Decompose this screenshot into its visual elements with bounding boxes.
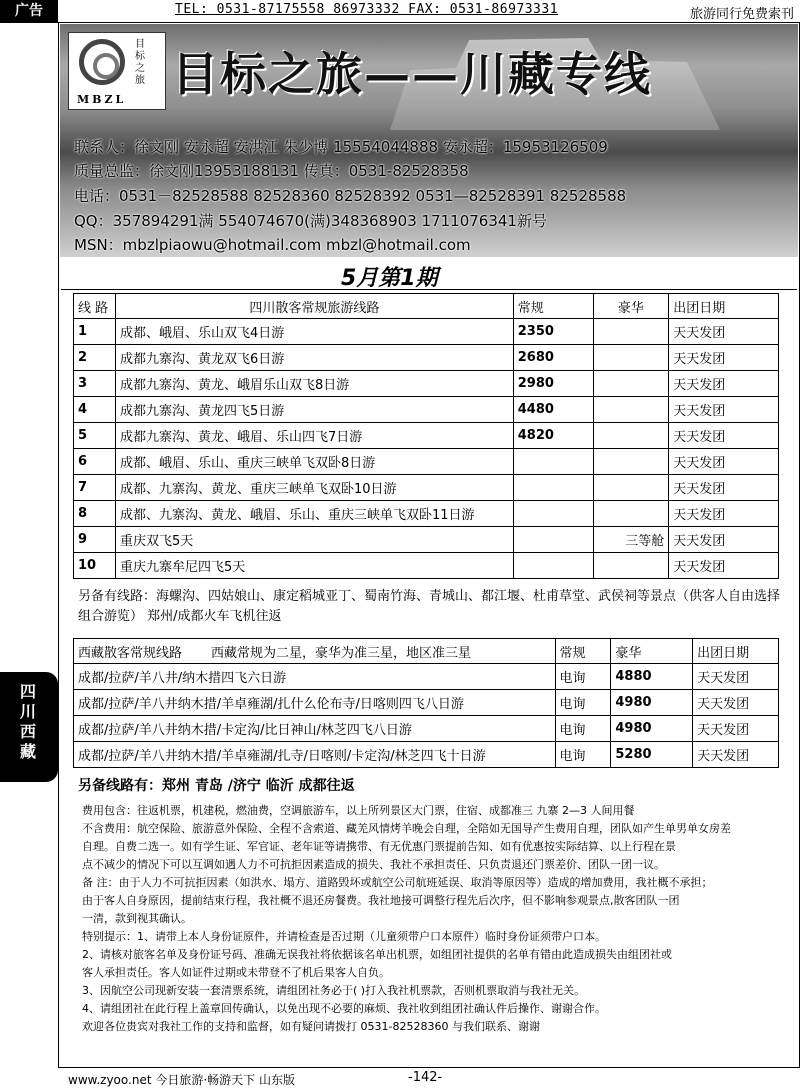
luxury-price: 三等舱 (593, 527, 669, 553)
luxury-price (593, 449, 669, 475)
col-header-tibet-routes (74, 639, 556, 664)
table-header-row (74, 639, 779, 664)
row-no: 7 (74, 475, 116, 501)
table-row (74, 553, 779, 579)
table-row (74, 423, 779, 449)
special-tip-2: 2、请核对旅客名单及身份证号码、准确无误我社将依据该名单出机票，如组团社提供的名单有错由此造成损失由组团社或 (82, 948, 672, 961)
luxury-price (593, 319, 669, 345)
special-tip-1: 特别提示：1、请带上本人身份证原件，并请检查是否过期（儿童须带户口本原件）临时身份证须带户口本。 (82, 930, 606, 943)
terms-section (82, 802, 790, 1036)
logo-vertical-text: 目标之旅 (135, 39, 145, 86)
issue-label: 5月第1期 (341, 266, 438, 291)
page-title: 目标之旅——川藏专线 (172, 47, 652, 101)
regular-price: 电询 (555, 716, 611, 742)
fee-excluded-cont: 自理。自费二选一。如有学生证、军官证、老年证等请携带、有无优惠门票提前告知、如有优惠按实际结算、以上行程在景 (82, 840, 676, 853)
route-name: 成都九寨沟、黄龙、峨眉乐山双飞8日游 (115, 371, 513, 397)
departure-date: 天天发团 (669, 397, 779, 423)
luxury-price (593, 553, 669, 579)
table-row (74, 319, 779, 345)
company-logo (68, 32, 166, 110)
table-row (74, 345, 779, 371)
table-row (74, 371, 779, 397)
msn-addresses: MSN：mbzlpiaowu@hotmail.com mbzl@hotmail.com (74, 236, 471, 254)
route-name: 成都/拉萨/羊八井纳木措/卡定沟/比日神山/林芝四飞八日游 (74, 716, 556, 742)
regular-price: 电询 (555, 742, 611, 768)
side-tab (0, 672, 58, 782)
fee-excluded: 不含费用：航空保险、旅游意外保险、全程不含索道、藏羌风情烤羊晚会自理，全陪如无国导产生费用自理，团队如产生单男单女房差 (82, 822, 731, 835)
col-header-regular: 常规 (555, 639, 611, 664)
fee-excluded-cont: 点不减少的情况下可以互调如遇人力不可抗拒因素造成的损失、我社不承担责任、只负责退还门票差价、团队一团一议。 (82, 858, 665, 871)
welcome-note: 欢迎各位贵宾对我社工作的支持和监督，如有疑问请拨打 0531-82528360 与我们联系、谢谢 (82, 1020, 540, 1033)
special-tip-3: 3、因航空公司现新安装一套清票系统，请组团社务必于( )打入我社机票款，否则机票取消与我社无关。 (82, 984, 586, 997)
route-name: 成都/拉萨/羊八井纳木措/羊卓雍湖/扎什么伦布寺/日喀则四飞八日游 (74, 690, 556, 716)
route-name: 成都/拉萨/羊八井/纳木措四飞六日游 (74, 664, 556, 690)
departure-date: 天天发团 (669, 423, 779, 449)
departure-date: 天天发团 (669, 501, 779, 527)
sichuan-routes-table (73, 293, 779, 579)
qq-numbers: QQ：357894291满 554074670(满)348368903 1711076341新号 (74, 212, 547, 230)
special-tip-2-cont: 客人承担责任。客人如证件过期或未带登不了机后果客人自负。 (82, 966, 390, 979)
route-name: 成都九寨沟、黄龙、峨眉、乐山四飞7日游 (115, 423, 513, 449)
luxury-price (593, 501, 669, 527)
departure-date: 天天发团 (693, 742, 779, 768)
page-number: -142- (408, 1070, 443, 1085)
top-bar (0, 0, 800, 23)
luxury-price: 5280 (611, 742, 693, 768)
tibet-routes-heading: 西藏散客常规线路 (78, 645, 183, 661)
row-no: 4 (74, 397, 116, 423)
phone-numbers: 电话：0531－82528588 82528360 82528392 0531—82528391 82528588 (74, 187, 627, 205)
table-row (74, 501, 779, 527)
footer (60, 1068, 800, 1088)
table-row (74, 742, 779, 768)
row-no: 6 (74, 449, 116, 475)
departure-date: 天天发团 (693, 716, 779, 742)
route-name: 成都、九寨沟、黄龙、重庆三峡单飞双卧10日游 (115, 475, 513, 501)
free-catalog-label: 旅游同行免费索刊 (689, 7, 794, 22)
col-header-date: 出团日期 (669, 294, 779, 319)
regular-price: 4480 (513, 397, 593, 423)
luxury-price (593, 345, 669, 371)
departure-date: 天天发团 (669, 345, 779, 371)
row-no: 5 (74, 423, 116, 449)
col-header-luxury: 豪华 (593, 294, 669, 319)
route-name: 成都/拉萨/羊八井纳木措/羊卓雍湖/扎寺/日喀则/卡定沟/林芝四飞十日游 (74, 742, 556, 768)
logo-abbr: MBZL (77, 93, 127, 106)
col-header-date: 出团日期 (693, 639, 779, 664)
regular-price: 4820 (513, 423, 593, 449)
luxury-price: 4980 (611, 690, 693, 716)
col-header-route: 线 路 (74, 294, 116, 319)
row-no: 2 (74, 345, 116, 371)
route-name: 重庆九寨牟尼四飞5天 (115, 553, 513, 579)
swirl-logo-icon (79, 39, 125, 85)
table-row (74, 475, 779, 501)
tibet-routes-table (73, 638, 779, 768)
side-tab-label: 四川西藏 (20, 682, 37, 761)
row-no: 9 (74, 527, 116, 553)
col-header-luxury: 豪华 (611, 639, 693, 664)
contact-persons: 联系人：徐文刚 安永超 安洪江 朱少博 15554044888 安永超：15953126509 (74, 138, 608, 156)
regular-price (513, 449, 593, 475)
route-name: 成都、峨眉、乐山双飞4日游 (115, 319, 513, 345)
other-routes-tibet: 另备线路有：郑州 青岛 /济宁 临沂 成都往返 (78, 778, 355, 794)
luxury-price: 4880 (611, 664, 693, 690)
luxury-price: 4980 (611, 716, 693, 742)
regular-price: 电询 (555, 690, 611, 716)
departure-date: 天天发团 (669, 527, 779, 553)
route-name: 成都九寨沟、黄龙双飞6日游 (115, 345, 513, 371)
departure-date: 天天发团 (669, 319, 779, 345)
regular-price (513, 475, 593, 501)
route-name: 成都、峨眉、乐山、重庆三峡单飞双卧8日游 (115, 449, 513, 475)
route-name: 成都、九寨沟、黄龙、峨眉、乐山、重庆三峡单飞双卧11日游 (115, 501, 513, 527)
departure-date: 天天发团 (693, 690, 779, 716)
table-row (74, 690, 779, 716)
regular-price: 2680 (513, 345, 593, 371)
regular-price: 2350 (513, 319, 593, 345)
row-no: 3 (74, 371, 116, 397)
table-row (74, 527, 779, 553)
route-name: 成都九寨沟、黄龙四飞5日游 (115, 397, 513, 423)
regular-price (513, 501, 593, 527)
col-header-sichuan-routes: 四川散客常规旅游线路 (115, 294, 513, 319)
departure-date: 天天发团 (669, 475, 779, 501)
row-no: 1 (74, 319, 116, 345)
ad-label: 广告 (0, 0, 58, 22)
other-routes-sichuan: 另备有线路：海螺沟、四姑娘山、康定稻城亚丁、蜀南竹海、青城山、都江堰、杜甫草堂、武侯祠等景点（供客人自由选择组合游览） 郑州/成都火车飞机往返 (78, 589, 781, 624)
table-header-row (74, 294, 779, 319)
footer-site: www.zyoo.net 今日旅游·畅游天下 山东版 (68, 1073, 295, 1087)
luxury-price (593, 423, 669, 449)
quality-director: 质量总监：徐文刚13953188131 传真：0531-82528358 (74, 162, 469, 180)
issue-banner (61, 259, 797, 290)
row-no: 10 (74, 553, 116, 579)
luxury-price (593, 475, 669, 501)
header-banner (60, 24, 798, 257)
departure-date: 天天发团 (669, 371, 779, 397)
remarks: 备 注：由于人力不可抗拒因素（如洪水、塌方、道路毁坏或航空公司航班延误、取消等原因等）造成的增加费用，我社概不承担； (82, 876, 713, 889)
table-row (74, 716, 779, 742)
regular-price (513, 527, 593, 553)
departure-date: 天天发团 (669, 449, 779, 475)
regular-price (513, 553, 593, 579)
luxury-price (593, 371, 669, 397)
special-tip-4: 4、请组团社在此行程上盖章回传确认，以免出现不必要的麻烦、我社收到组团社确认件后操作、谢谢合作。 (82, 1002, 606, 1015)
row-no: 8 (74, 501, 116, 527)
regular-price: 电询 (555, 664, 611, 690)
table-row (74, 449, 779, 475)
tibet-star-note: 西藏常规为二星，豪华为准三星，地区准三星 (210, 645, 471, 661)
luxury-price (593, 397, 669, 423)
top-contact-line: TEL: 0531-87175558 86973332 FAX: 0531-86973331 (175, 2, 559, 17)
route-name: 重庆双飞5天 (115, 527, 513, 553)
col-header-regular: 常规 (513, 294, 593, 319)
table-row (74, 664, 779, 690)
remarks-cont: 由于客人自身原因，提前结束行程，我社概不退还房餐费。我社地接可调整行程先后次序，但不影响参观景点,散客团队一团 (82, 894, 680, 907)
fee-included: 费用包含：往返机票，机建税，燃油费，空调旅游车，以上所列景区大门票，住宿、成都准三 九寨 2—3 人间用餐 (82, 804, 635, 817)
departure-date: 天天发团 (669, 553, 779, 579)
remarks-cont: 一清，款到视其确认。 (82, 912, 192, 925)
regular-price: 2980 (513, 371, 593, 397)
departure-date: 天天发团 (693, 664, 779, 690)
table-row (74, 397, 779, 423)
